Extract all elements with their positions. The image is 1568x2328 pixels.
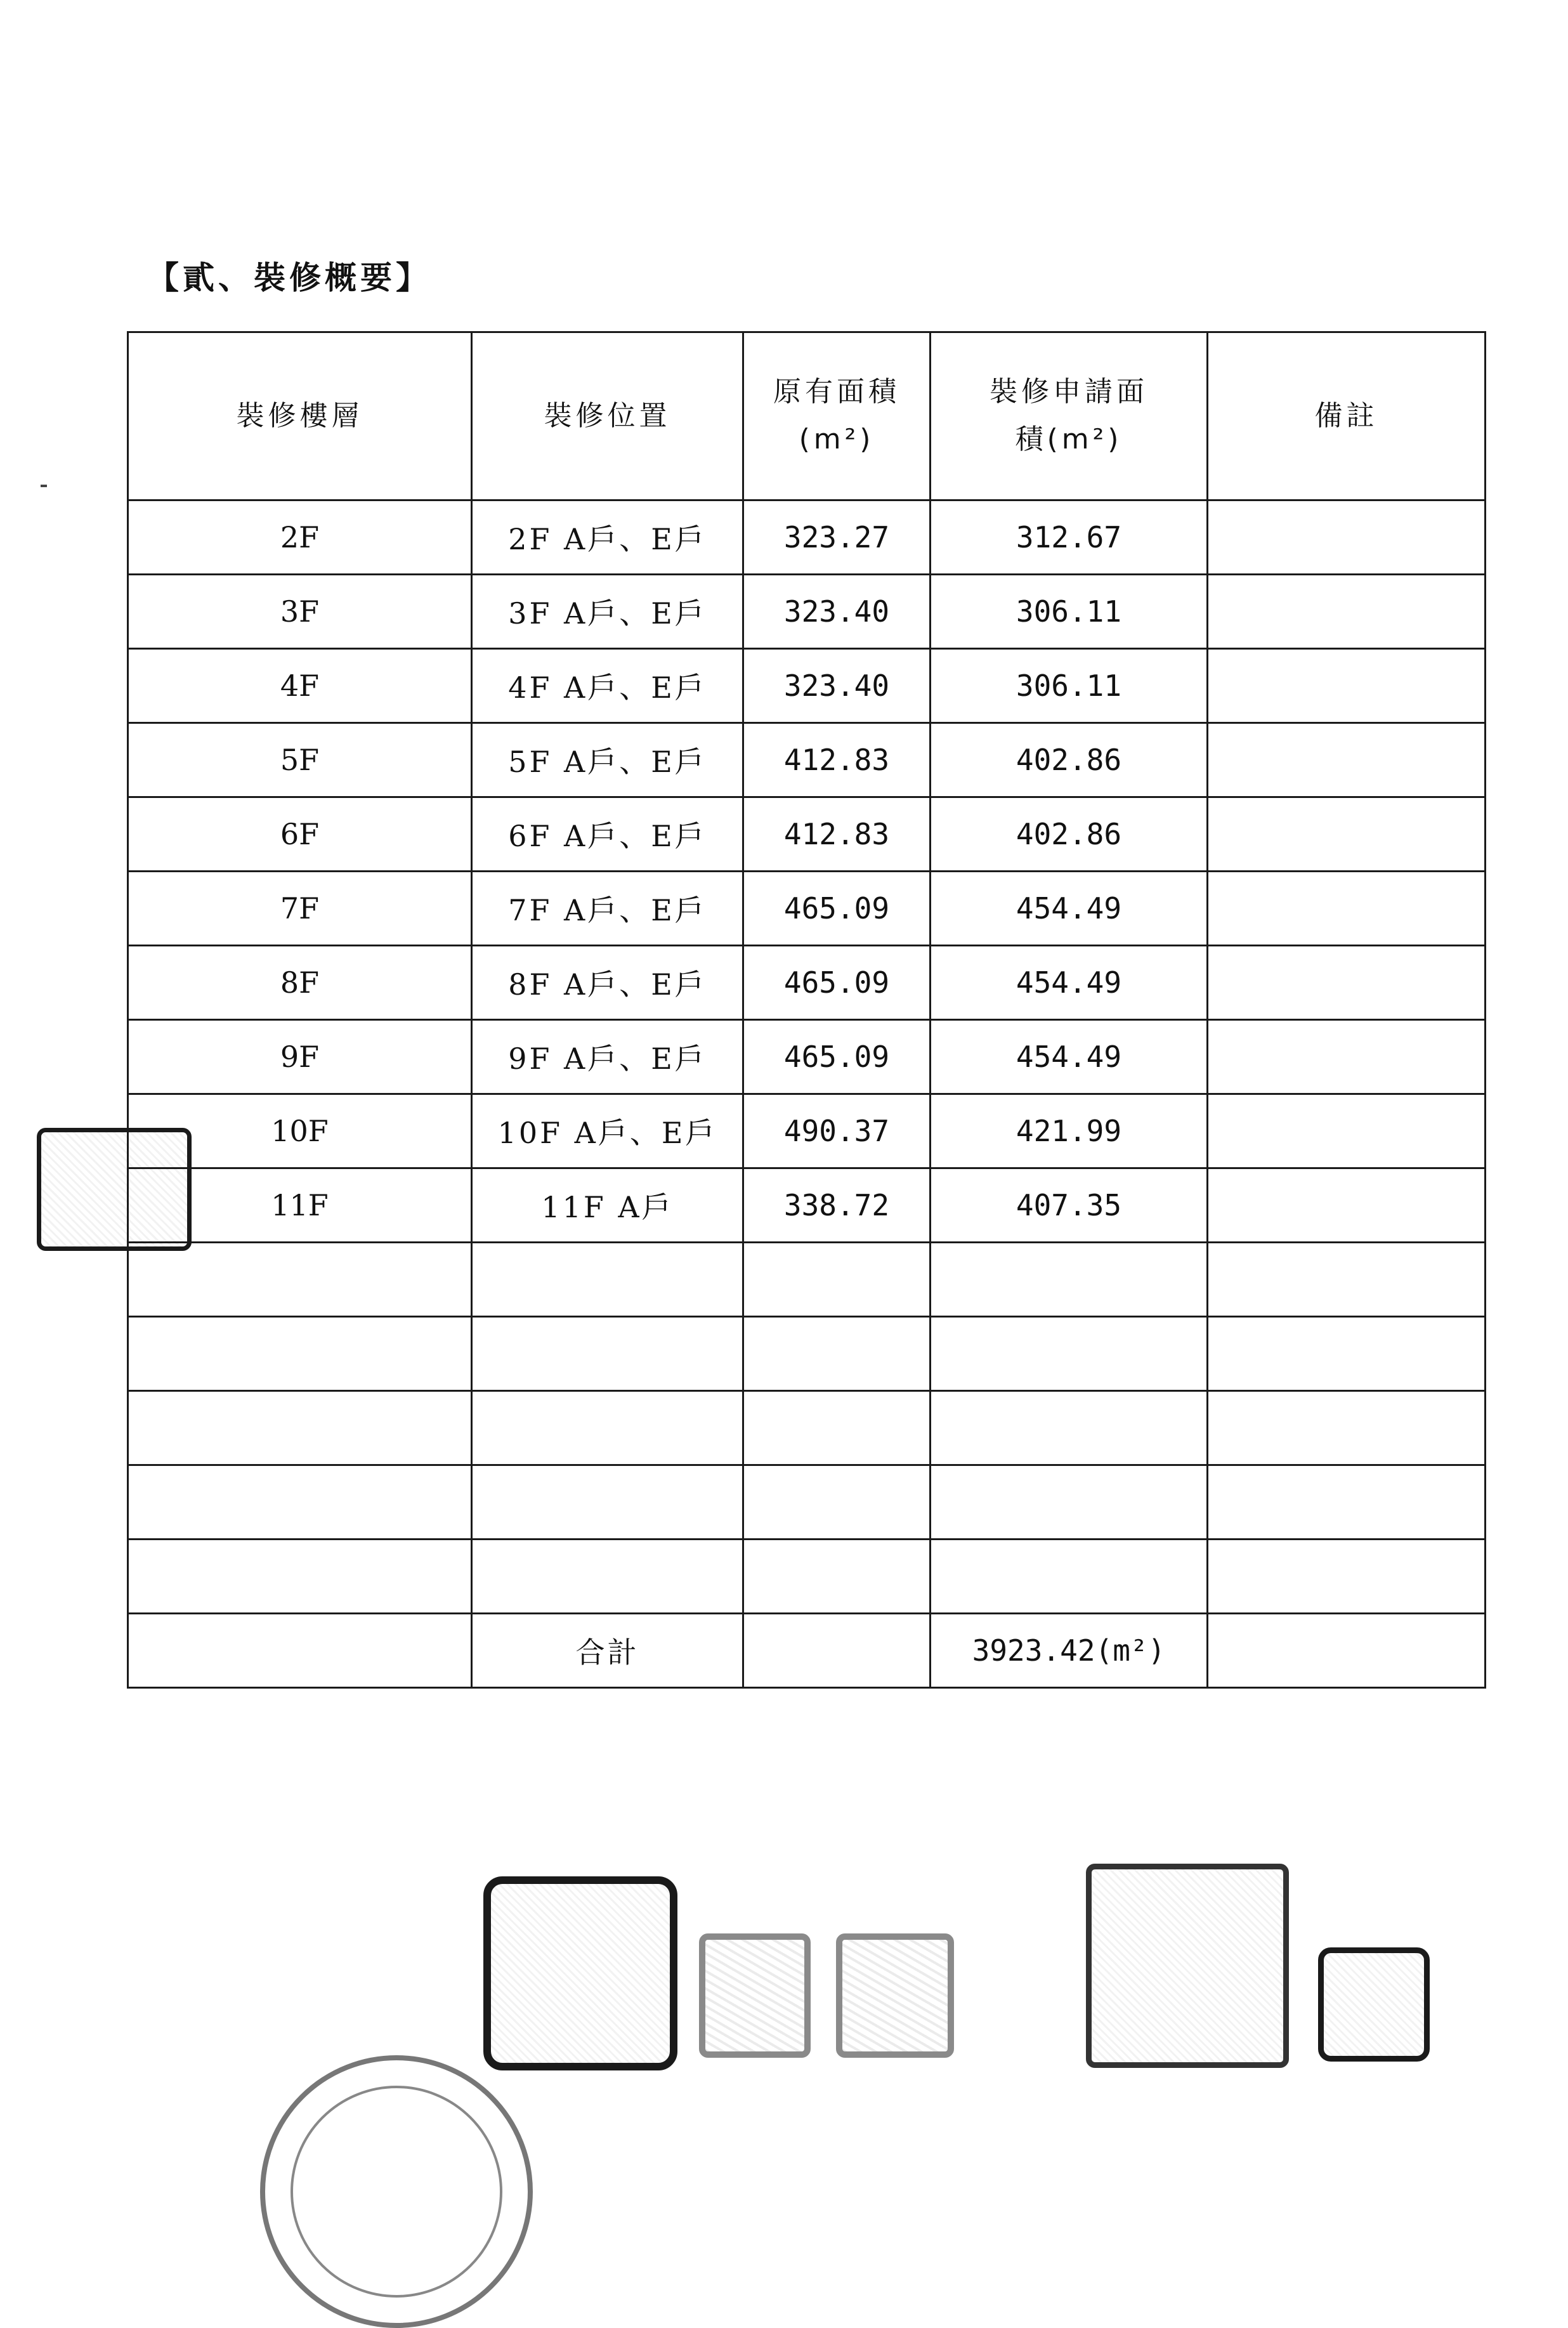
cell-remarks bbox=[1208, 946, 1486, 1020]
cell-applied-area: 306.11 bbox=[931, 575, 1208, 649]
cell-applied-area bbox=[931, 1391, 1208, 1465]
cell-floor: 8F bbox=[128, 946, 472, 1020]
cell-applied-area bbox=[931, 1465, 1208, 1540]
cell-location bbox=[472, 1540, 743, 1614]
table-header-row bbox=[128, 332, 1486, 500]
renovation-summary-table bbox=[127, 331, 1486, 1689]
cell-location bbox=[472, 1243, 743, 1317]
cell-location: 4F A戶、E戶 bbox=[472, 649, 743, 723]
table-row bbox=[128, 1243, 1486, 1317]
cell-applied-area bbox=[931, 1540, 1208, 1614]
total-empty-remarks bbox=[1208, 1614, 1486, 1688]
cell-location bbox=[472, 1391, 743, 1465]
cell-applied-area: 402.86 bbox=[931, 723, 1208, 797]
cell-remarks bbox=[1208, 723, 1486, 797]
header-location: 裝修位置 bbox=[472, 332, 743, 500]
total-empty-original bbox=[743, 1614, 931, 1688]
cell-remarks bbox=[1208, 1020, 1486, 1094]
table-row bbox=[128, 1540, 1486, 1614]
header-original-area bbox=[743, 332, 931, 500]
scan-speck bbox=[41, 485, 47, 487]
cell-original-area: 323.40 bbox=[743, 649, 931, 723]
table-row bbox=[128, 1020, 1486, 1094]
bottom-left-faint-seal-stamp-1 bbox=[699, 1933, 811, 2058]
cell-floor: 6F bbox=[128, 797, 472, 872]
cell-original-area bbox=[743, 1465, 931, 1540]
cell-remarks bbox=[1208, 1243, 1486, 1317]
cell-original-area bbox=[743, 1243, 931, 1317]
cell-original-area: 412.83 bbox=[743, 723, 931, 797]
cell-original-area bbox=[743, 1391, 931, 1465]
cell-location: 7F A戶、E戶 bbox=[472, 872, 743, 946]
left-margin-seal-stamp bbox=[37, 1128, 192, 1251]
cell-applied-area: 454.49 bbox=[931, 1020, 1208, 1094]
cell-original-area: 323.27 bbox=[743, 500, 931, 575]
table-row bbox=[128, 723, 1486, 797]
cell-original-area: 465.09 bbox=[743, 946, 931, 1020]
round-official-seal bbox=[260, 2055, 533, 2328]
cell-floor: 3F bbox=[128, 575, 472, 649]
cell-applied-area: 312.67 bbox=[931, 500, 1208, 575]
cell-floor bbox=[128, 1540, 472, 1614]
table-row bbox=[128, 1465, 1486, 1540]
cell-floor bbox=[128, 1465, 472, 1540]
bottom-right-large-seal-stamp bbox=[1086, 1864, 1289, 2068]
table-row bbox=[128, 872, 1486, 946]
table-row bbox=[128, 500, 1486, 575]
table-row bbox=[128, 1317, 1486, 1391]
header-remarks: 備註 bbox=[1208, 332, 1486, 500]
cell-floor: 9F bbox=[128, 1020, 472, 1094]
table-row bbox=[128, 649, 1486, 723]
cell-floor: 4F bbox=[128, 649, 472, 723]
cell-floor bbox=[128, 1391, 472, 1465]
table-row bbox=[128, 946, 1486, 1020]
cell-original-area: 412.83 bbox=[743, 797, 931, 872]
header-applied-area-label: 裝修申請面 bbox=[990, 376, 1148, 409]
total-label: 合計 bbox=[472, 1614, 743, 1688]
cell-original-area: 490.37 bbox=[743, 1094, 931, 1168]
cell-location: 3F A戶、E戶 bbox=[472, 575, 743, 649]
cell-location: 10F A戶、E戶 bbox=[472, 1094, 743, 1168]
bottom-right-small-seal-stamp bbox=[1318, 1947, 1430, 2062]
table-row bbox=[128, 1168, 1486, 1243]
table-total-row bbox=[128, 1614, 1486, 1688]
cell-original-area bbox=[743, 1317, 931, 1391]
header-floor: 裝修樓層 bbox=[128, 332, 472, 500]
cell-applied-area bbox=[931, 1317, 1208, 1391]
section-title: 【貳、裝修概要】 bbox=[147, 259, 431, 296]
cell-original-area: 338.72 bbox=[743, 1168, 931, 1243]
cell-location: 9F A戶、E戶 bbox=[472, 1020, 743, 1094]
cell-applied-area: 402.86 bbox=[931, 797, 1208, 872]
header-applied-area bbox=[931, 332, 1208, 500]
table-row bbox=[128, 1094, 1486, 1168]
header-original-area-label: 原有面積 bbox=[773, 376, 900, 409]
cell-location bbox=[472, 1317, 743, 1391]
total-value: 3923.42(m²) bbox=[931, 1614, 1208, 1688]
cell-location bbox=[472, 1465, 743, 1540]
bottom-left-faint-seal-stamp-2 bbox=[836, 1933, 954, 2058]
cell-remarks bbox=[1208, 1094, 1486, 1168]
cell-floor: 7F bbox=[128, 872, 472, 946]
cell-remarks bbox=[1208, 1465, 1486, 1540]
table-row bbox=[128, 1391, 1486, 1465]
cell-floor: 5F bbox=[128, 723, 472, 797]
cell-floor: 11F bbox=[128, 1168, 472, 1243]
cell-remarks bbox=[1208, 649, 1486, 723]
cell-location: 8F A戶、E戶 bbox=[472, 946, 743, 1020]
cell-applied-area: 454.49 bbox=[931, 946, 1208, 1020]
cell-floor bbox=[128, 1243, 472, 1317]
table-body bbox=[128, 500, 1486, 1614]
cell-original-area: 323.40 bbox=[743, 575, 931, 649]
cell-applied-area: 454.49 bbox=[931, 872, 1208, 946]
cell-remarks bbox=[1208, 500, 1486, 575]
cell-remarks bbox=[1208, 797, 1486, 872]
cell-remarks bbox=[1208, 1540, 1486, 1614]
table-row bbox=[128, 797, 1486, 872]
cell-original-area bbox=[743, 1540, 931, 1614]
cell-location: 5F A戶、E戶 bbox=[472, 723, 743, 797]
cell-applied-area bbox=[931, 1243, 1208, 1317]
cell-applied-area: 421.99 bbox=[931, 1094, 1208, 1168]
cell-remarks bbox=[1208, 575, 1486, 649]
cell-applied-area: 306.11 bbox=[931, 649, 1208, 723]
header-original-area-unit: (m²) bbox=[799, 423, 875, 455]
table-row bbox=[128, 575, 1486, 649]
bottom-left-large-seal-stamp bbox=[483, 1876, 677, 2070]
round-seal-inner-ring bbox=[291, 2086, 502, 2298]
header-applied-area-unit: 積(m²) bbox=[1015, 423, 1123, 455]
cell-remarks bbox=[1208, 1317, 1486, 1391]
cell-floor: 2F bbox=[128, 500, 472, 575]
cell-location: 6F A戶、E戶 bbox=[472, 797, 743, 872]
cell-remarks bbox=[1208, 1391, 1486, 1465]
cell-remarks bbox=[1208, 1168, 1486, 1243]
cell-original-area: 465.09 bbox=[743, 1020, 931, 1094]
cell-floor: 10F bbox=[128, 1094, 472, 1168]
cell-location: 2F A戶、E戶 bbox=[472, 500, 743, 575]
cell-applied-area: 407.35 bbox=[931, 1168, 1208, 1243]
cell-original-area: 465.09 bbox=[743, 872, 931, 946]
total-empty-floor bbox=[128, 1614, 472, 1688]
cell-remarks bbox=[1208, 872, 1486, 946]
cell-floor bbox=[128, 1317, 472, 1391]
cell-location: 11F A戶 bbox=[472, 1168, 743, 1243]
